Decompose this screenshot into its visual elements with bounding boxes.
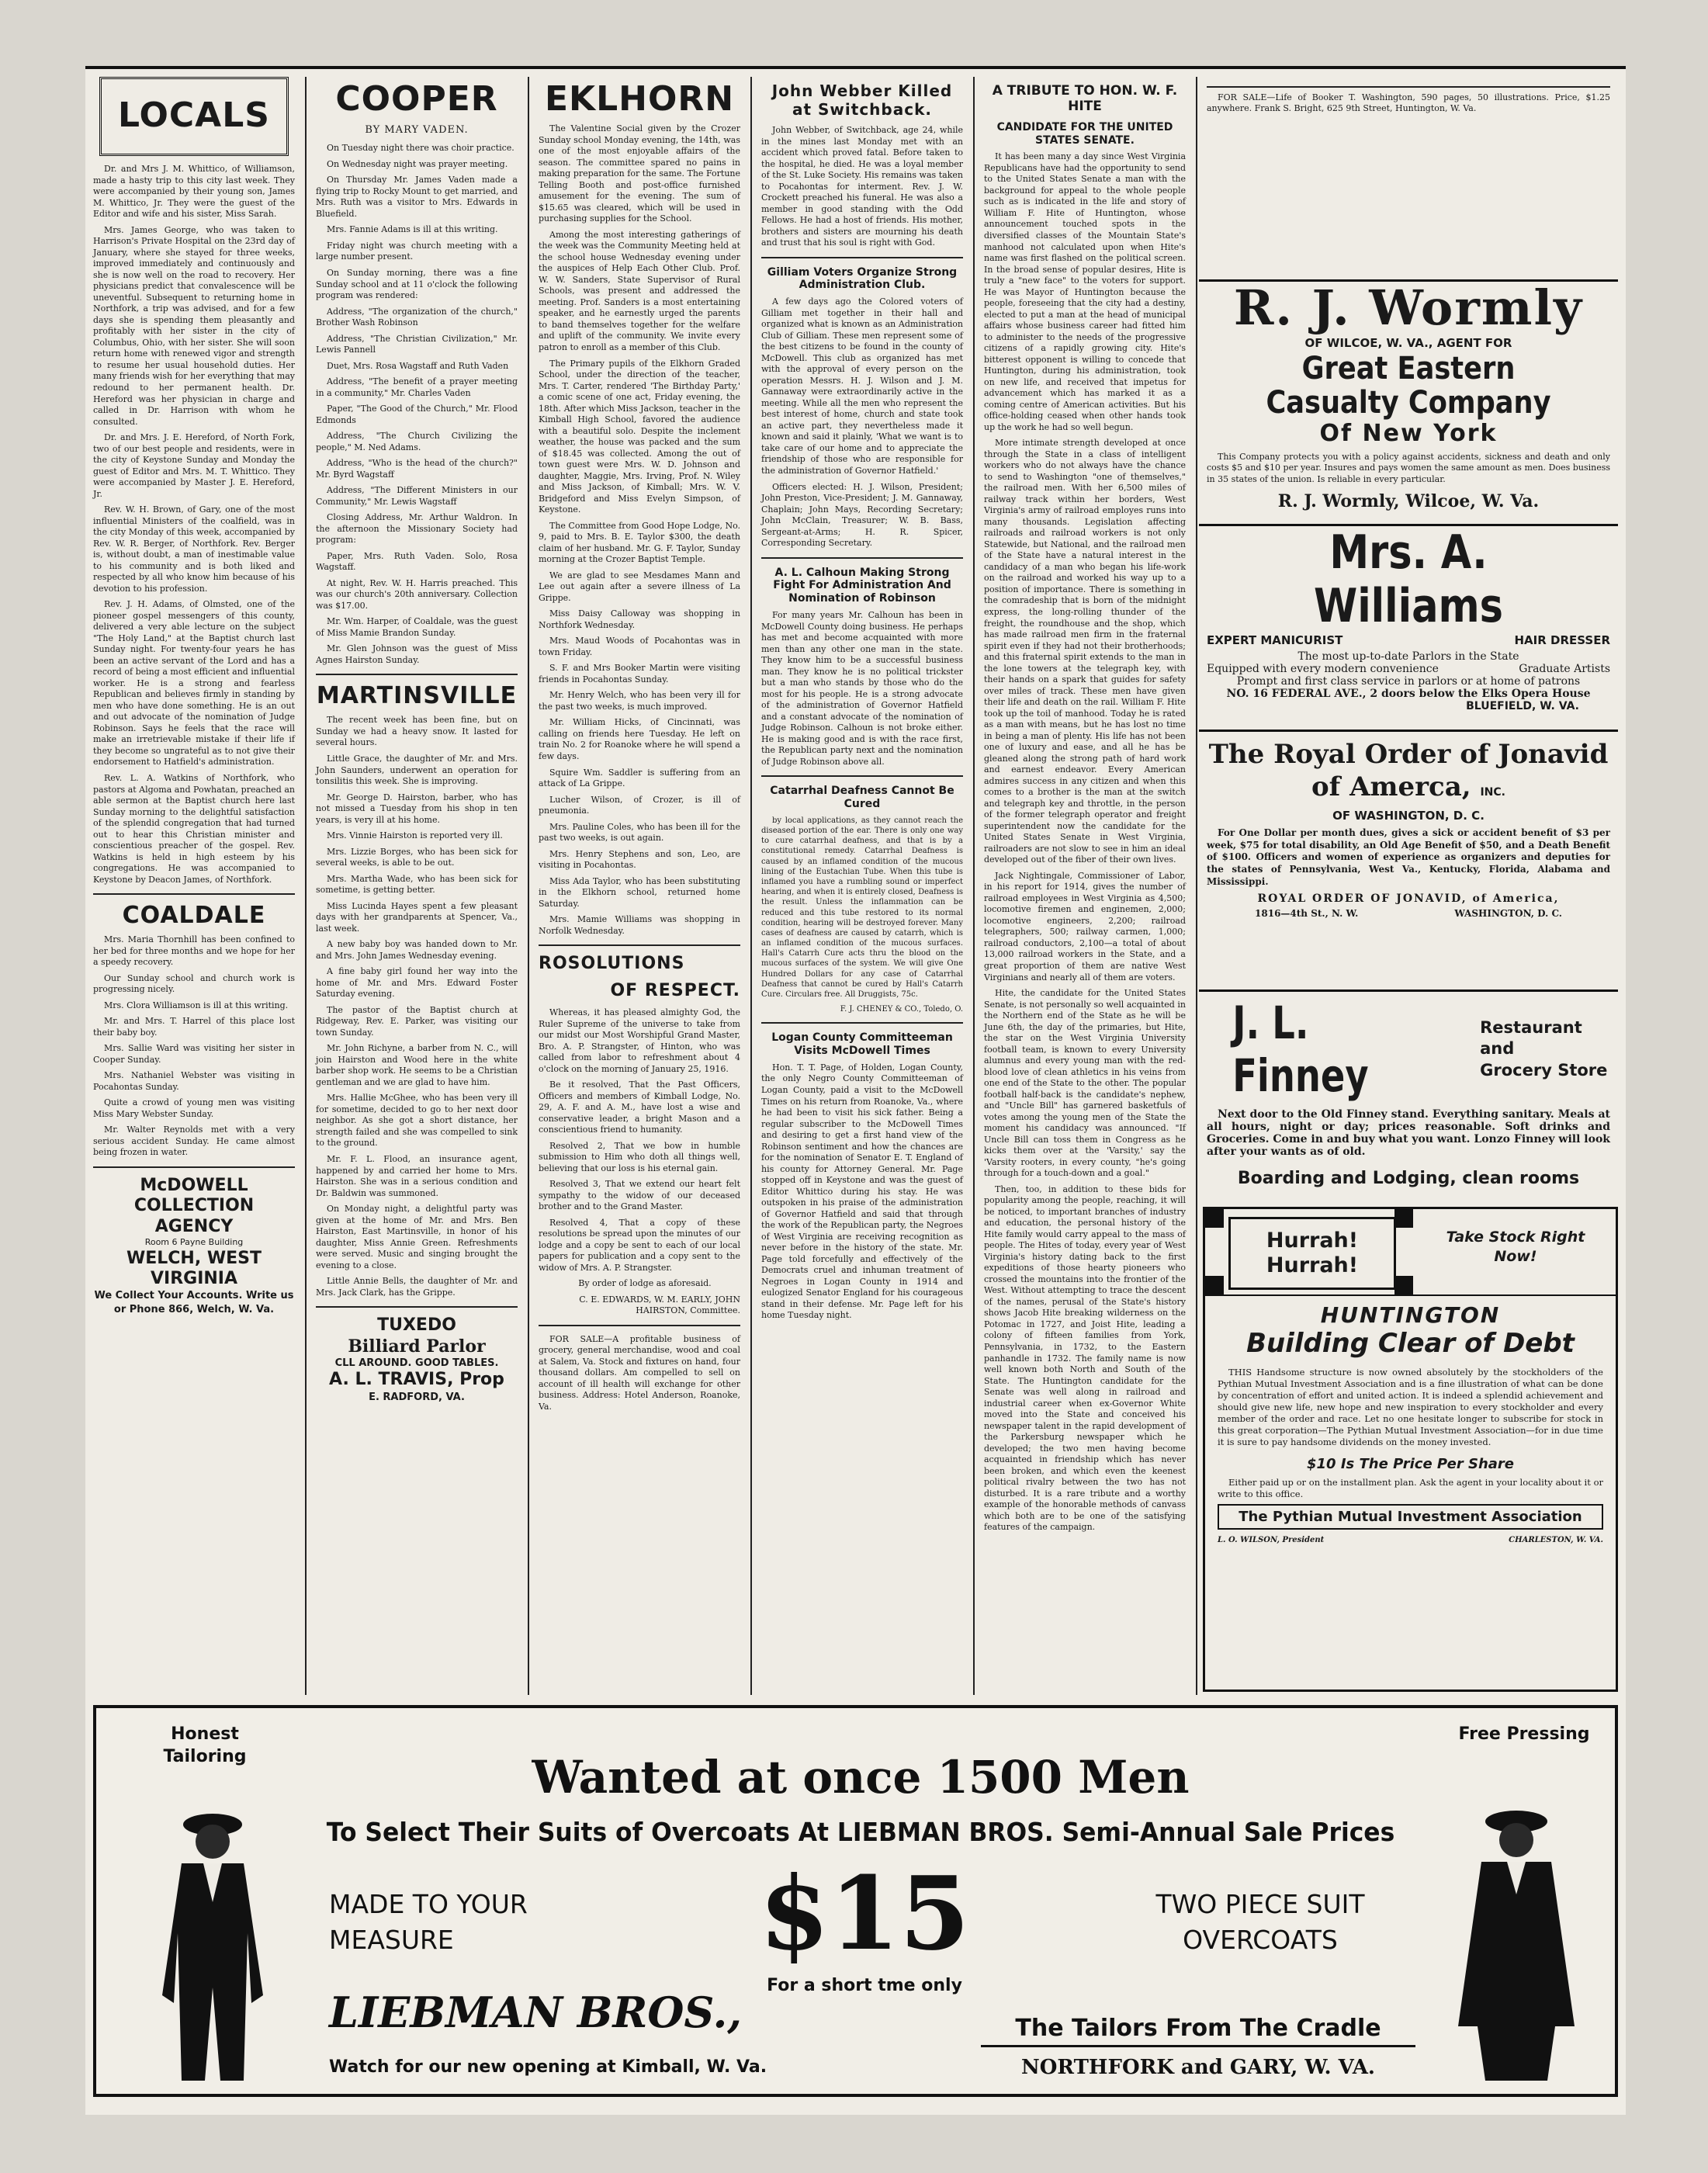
wormly-city: Of New York <box>1319 420 1498 448</box>
martinsville-paragraph: A fine baby girl found her way into the home of Mr. and Mrs. Edward Foster Saturday evening. <box>316 966 518 1000</box>
cooper-paragraph: Mr. Wm. Harper, of Coaldale, was the guest of Miss Mamie Brandon Sunday. <box>316 616 518 638</box>
locals-body <box>93 164 295 885</box>
pythian-body <box>1205 1302 1616 1544</box>
select-line: To Select Their Suits of Overcoats At LIEBMAN BROS. Semi-Annual Sale Prices <box>326 1817 1395 1847</box>
eklhorn-paragraph: Mrs. Mamie Williams was shopping in Norfolk Wednesday. <box>539 914 740 936</box>
forsale-notice: FOR SALE—A profitable business of grocery, general merchandise, wood and coal at Salem, Va. Stock and fixtures on hand, four thousand dollars. Am compelled to sell on account of ill health will exchange for other business. Address: Hotel Anderson, Roanoke, Va. <box>539 1333 740 1412</box>
cooper-paragraph: Mr. Glen Johnson was the guest of Miss Agnes Hairston Sunday. <box>316 643 518 665</box>
tuxedo-billiard-ad <box>316 1315 518 1403</box>
gilliam-paragraph: Officers elected: H. J. Wilson, President; John Preston, Vice-President; J. M. Gannaway, Chaplain; John Mays, Recording Secretary; John McClain, Treasurer; W. B. Bass, Sergeant-at-Arms; H. R. Spicer, Corresponding Secretary. <box>761 481 963 549</box>
cooper-paragraph: Address, "Who is the head of the church?" Mr. Byrd Wagstaff <box>316 458 518 480</box>
martinsville-paragraph: On Monday night, a delightful party was given at the home of Mr. and Mrs. Ben Hairston, East Martinsville, in honor of his daughter, Miss Annie Green. Refreshments were served. Music and singing brought the evening to a close. <box>316 1204 518 1270</box>
two-line-1: TWO PIECE SUIT <box>1155 1889 1365 1919</box>
williams-line: Equipped with every modern convenience <box>1207 663 1439 675</box>
divider <box>761 557 963 559</box>
eklhorn-paragraph: Miss Daisy Calloway was shopping in Northfork Wednesday. <box>539 608 740 630</box>
gilliam-title: Gilliam Voters Organize Strong Administration Club. <box>767 265 958 292</box>
eklhorn-paragraph: The Primary pupils of the Elkhorn Graded School, under the direction of the teacher, Mrs. T. Carter, rendered 'The Birthday Party,' a comic scene of one act, Friday evening, the 18th. After which Miss Jackson, teacher in the Kimball High School, favored the audience with a beautiful solo. Despite the inclement weather, the house was packed and the sum of $18.45 was collected. Among the out of town guest were Mrs. W. D. Johnson and daughter, Maggie, Mrs. Irving, Prof. N. Wiley and Miss Jackson, of Kimball; Mrs. W. V. Bridgeford and Miss Evelyn Simpson, of Keystone. <box>539 358 740 515</box>
divider <box>761 1022 963 1024</box>
liebman-name: LIEBMAN BROS., <box>329 1988 743 2037</box>
column-5 <box>976 77 1194 1696</box>
coaldale-paragraph: Mrs. Maria Thornhill has been confined to her bed for three months and we hope for her a speedy recovery. <box>93 934 295 968</box>
column-rule <box>973 77 975 1695</box>
locals-paragraph: Rev. J. H. Adams, of Olmsted, one of the pioneer gospel messengers of this county, delivered a very able lecture on the subject "The Holy Land," at the Baptist church last Sunday night. For twenty-four years he has been an active servant of the Lord and has a record of being a most efficient and influential worker. He is a strong and fearless Republican and believes firmly in standing by men who have done something. He is an out and out advocate of the nomination of Judge Robinson. Says he feels that the race will make an irretrievable mistake if their life if they become so ungrateful as to not give their endorsement to Hatfield's administration. <box>93 599 295 768</box>
resolutions-title: ROSOLUTIONS <box>539 954 685 974</box>
martinsville-paragraph: Mrs. Vinnie Hairston is reported very ill. <box>327 830 503 841</box>
honest-tailoring: Honest Tailoring <box>163 1724 247 1766</box>
pythian-take-stock: Take Stock Right Now! <box>1446 1229 1585 1265</box>
locals-heading-box <box>99 77 289 156</box>
divider <box>761 257 963 258</box>
pythian-ad <box>1203 1207 1618 1692</box>
catarrh-sign: F. J. CHENEY & CO., Toledo, O. <box>840 1005 963 1014</box>
resolutions-paragraph: Whereas, it has pleased almighty God, the Ruler Supreme of the universe to take from our midst our Most Worshipful Grand Master, Bro. A. P. Strangster, of Hinton, who was called from labor to refreshment about 4 o'clock on the morning of January 25, 1916. <box>539 1007 740 1074</box>
pythian-banner <box>1205 1209 1616 1296</box>
eklhorn-paragraph: Mrs. Maud Woods of Pocahontas was in town Friday. <box>539 636 740 657</box>
divider <box>93 1166 295 1168</box>
finney-name: J. L. Finney <box>1232 996 1369 1102</box>
cooper-paragraph: Address, "The Christian Civilization," Mr. Lewis Pannell <box>316 333 518 355</box>
pythian-headline: Building Clear of Debt <box>1246 1328 1575 1359</box>
ad-line: Billiard Parlor <box>348 1336 486 1357</box>
finney-type-1: Restaurant and <box>1480 1018 1582 1059</box>
cooper-paragraph: Address, "The Church Civilizing the people," M. Ned Adams. <box>316 431 518 452</box>
jonavid-addr: 1816—4th St., N. W. <box>1255 908 1359 920</box>
corner-ornament <box>1394 1209 1413 1228</box>
column-2 <box>308 77 525 1696</box>
mcdowell-collection-ad <box>93 1176 295 1316</box>
hite-paragraph: It has been many a day since West Virginia Republicans have had the opportunity to send to the United States Senate a man with the background for appeal to the whole people such as is indicated in the life and story of William F. Hite of Huntington, whose announcement touched spots in the diversified classes of the Mountain State's manhood not calculated upon when Hite's name was first flashed on the political screen. In the broad sense of popular desires, Hite is truly a "new face" to the voters for support. He was Mayor of Huntington because the people, foreseeing that the city had a destiny, elected to put a man at the head of municipal affairs whose business career had fitted him to administer to the needs of the progressive citizens of a rapidly growing city. Hite's bitterest opponent is willing to concede that Huntington, during his administration, took on new life, and received that impetus for advancement which has marked it as a coming centre of American activities. But his office-holding ceased when other hands took up the work he had so well begun. <box>984 151 1186 432</box>
pythian-price: $10 Is The Price Per Share <box>1307 1455 1514 1472</box>
williams-ad <box>1199 524 1618 712</box>
free-pressing: Free Pressing <box>1458 1724 1590 1744</box>
ad-line: We Collect Your Accounts. Write us or Phone 866, Welch, W. Va. <box>94 1290 294 1315</box>
coaldale-paragraph: Mrs. Nathaniel Webster was visiting in Pocahontas Sunday. <box>93 1070 295 1092</box>
coaldale-paragraph: Our Sunday school and church work is progressing nicely. <box>93 972 295 995</box>
martinsville-paragraph: Miss Lucinda Hayes spent a few pleasant days with her grandparents at Spencer, Va., last week. <box>316 900 518 934</box>
ad-line: CLL AROUND. GOOD TABLES. <box>334 1357 499 1369</box>
cooper-paragraph: Friday night was church meeting with a large number present. <box>316 240 518 262</box>
column-rule <box>1196 77 1197 1695</box>
cooper-paragraph: At night, Rev. W. H. Harris preached. This was our church's 20th anniversary. Collection was $17.00. <box>316 577 518 611</box>
williams-name: Mrs. A. Williams <box>1313 525 1504 633</box>
pythian-place: CHARLESTON, W. VA. <box>1509 1536 1603 1545</box>
webber-title: John Webber Killed at Switchback. <box>771 81 953 119</box>
coaldale-title: COALDALE <box>122 902 266 930</box>
cooper-paragraph: Mrs. Fannie Adams is ill at this writing. <box>327 224 498 235</box>
pythian-president: L. O. WILSON, President <box>1218 1536 1325 1545</box>
hite-paragraph: Hite, the candidate for the United States Senate, is not personally so well acquainted in the Northern end of the State as he will be June 6th, the day of the primaries, but Hite, the star on the West Virginia University football team, is known to every University alumnus and every young man with the red-blood love of clean athletics in his veins from one end of the State to the other. The popular football half-back is the candidate's nephew, and "Uncle Bill" has garnered basketfuls of votes among the young men of the State the moment his candidacy was announced. "If Uncle Bill can toss them in Congress as he kicks them over at the 'Varsity,' say the 'Varsity rooters, in every county, "he's going through for a touch-down and a goal." <box>984 988 1186 1179</box>
eklhorn-paragraph: Squire Wm. Saddler is suffering from an attack of La Grippe. <box>539 767 740 789</box>
calhoun-paragraph: For many years Mr. Calhoun has been in McDowell County doing business. He perhaps has met and become acquainted with more men than any other one man in the state. They know him to be a successful business man. They know he is no political trickster but a man who stands by those who do the most for his people. He is a strong advocate of the administration of Governor Hatfield and a constant advocate of the nomination of Judge Robinson. Calhoun is not broke either. He is making good and is with the race first, the Republican party next and the nomination of Judge Robinson above all. <box>761 610 963 767</box>
locals-paragraph: Rev. L. A. Watkins of Northfork, who pastors at Algoma and Powhatan, preached an able sermon at the Baptist church here last Sunday morning to the delightful satisfaction of the splendid congregation that had turned out to hear this Christian minister and conscientious preacher of the gospel. Rev. Watkins is held in high esteem by his congregations. He was accompanied to Keystone by Deacon James, of Northfork. <box>93 773 295 885</box>
pythian-footer <box>1218 1536 1603 1544</box>
finney-desc: Next door to the Old Finney stand. Everything sanitary. Meals at all hours, night or day; prices reasonable. Soft drinks and Groceries. Come in and buy what you want. Lonzo Finney will look after your wants as of old. <box>1207 1108 1610 1158</box>
ad-line: WELCH, WEST VIRGINIA <box>126 1248 262 1288</box>
finney-type <box>1480 1017 1610 1081</box>
corner-ornament <box>1205 1209 1224 1228</box>
wormly-ad <box>1199 279 1618 516</box>
cooper-paragraph: Address, "The benefit of a prayer meeting in a community," Mr. Charles Vaden <box>316 376 518 398</box>
pythian-hurrah: Hurrah! Hurrah! <box>1228 1217 1396 1290</box>
jonavid-line2: of Amerca, <box>1311 771 1471 802</box>
jonavid-desc: For One Dollar per month dues, gives a sick or accident benefit of $3 per week, $75 for total disability, an Old Age Benefit of $50, and a Death Benefit of $100. Officers and women of experience as organizers and deputies for the states of Pennsylvania, West Va., Kentucky, Florida, Alabama and Mississippi. <box>1207 827 1610 887</box>
man-figure-right <box>1431 1794 1602 2088</box>
resolutions-paragraph: Resolved 3, That we extend our heart felt sympathy to the widow of our deceased brother and to the Grand Master. <box>539 1179 740 1212</box>
williams-left: EXPERT MANICURIST <box>1207 633 1343 647</box>
eklhorn-paragraph: Mr. William Hicks, of Cincinnati, was calling on friends here Tuesday. He left on train No. 2 for Roanoke where he will spend a few days. <box>539 717 740 761</box>
catarrh-title: Catarrhal Deafness Cannot Be Cured <box>770 785 954 811</box>
pythian-name: The Pythian Mutual Investment Association <box>1218 1504 1603 1530</box>
finney-ad <box>1199 989 1618 1194</box>
resolutions-paragraph: Resolved 2, That we bow in humble submission to Him who doth all things well, believing that our loss is his eternal gain. <box>539 1140 740 1173</box>
cooper-title: COOPER <box>335 79 498 119</box>
eklhorn-title: EKLHORN <box>544 79 735 119</box>
divider <box>539 1325 740 1326</box>
wormly-sign: R. J. Wormly, Wilcoe, W. Va. <box>1277 491 1540 512</box>
eklhorn-paragraph: S. F. and Mrs Booker Martin were visiting friends in Pocahontas Sunday. <box>539 663 740 684</box>
williams-city: BLUEFIELD, W. VA. <box>1466 700 1579 712</box>
cooper-paragraph: Address, "The Different Ministers in our Community," Mr. Lewis Wagstaff <box>316 485 518 507</box>
hite-subtitle: CANDIDATE FOR THE UNITED STATES SENATE. <box>996 120 1173 147</box>
jonavid-inc: INC. <box>1480 785 1505 799</box>
watch-opening: Watch for our new opening at Kimball, W. Va. <box>329 2057 767 2077</box>
eklhorn-paragraph: Lucher Wilson, of Crozer, is ill of pneumonia. <box>539 794 740 816</box>
jonavid-washington: WASHINGTON, D. C. <box>1454 908 1562 920</box>
martinsville-paragraph: Little Annie Bells, the daughter of Mr. and Mrs. Jack Clark, has the Grippe. <box>316 1276 518 1298</box>
williams-line: The most up-to-date Parlors in the State <box>1297 650 1519 663</box>
corner-ornament <box>1394 1276 1413 1294</box>
cooper-paragraph: Paper, "The Good of the Church," Mr. Flood Edmonds <box>316 404 518 425</box>
corner-ornament <box>1205 1276 1224 1294</box>
resolutions-signature: C. E. EDWARDS, W. M. EARLY, JOHN HAIRSTON, Committee. <box>579 1294 740 1316</box>
finney-header <box>1207 996 1610 1102</box>
williams-line: NO. 16 FEDERAL AVE., 2 doors below the Elks Opera House <box>1226 688 1591 700</box>
williams-line: Graduate Artists <box>1519 663 1610 675</box>
martinsville-paragraph: Mrs. Lizzie Borges, who has been sick for several weeks, is able to be out. <box>316 846 518 868</box>
cooper-paragraph: Closing Address, Mr. Arthur Waldron. In the afternoon the Missionary Society had program: <box>316 512 518 546</box>
williams-line-row <box>1207 663 1610 675</box>
made-line-2: MEASURE <box>329 1925 454 1956</box>
williams-line: Prompt and first class service in parlors or at home of patrons <box>1236 675 1581 688</box>
ad-line: A. L. TRAVIS, Prop <box>329 1370 504 1390</box>
coaldale-paragraph: Quite a crowd of young men was visiting Miss Mary Webster Sunday. <box>93 1097 295 1119</box>
tailors-cradle: The Tailors From The Cradle <box>981 2015 1415 2047</box>
martinsville-paragraph: The pastor of the Baptist church at Ridgeway, Rev. E. Parker, was visiting our town Sunday. <box>316 1004 518 1038</box>
coaldale-paragraph: Mrs. Clora Williamson is ill at this writing. <box>104 1000 289 1010</box>
jonavid-line1: The Royal Order of Jonavid <box>1208 739 1609 770</box>
ad-line: McDOWELL <box>140 1175 248 1195</box>
calhoun-title: A. L. Calhoun Making Strong Fight For Administration And Nomination of Robinson <box>773 566 951 605</box>
coaldale-paragraph: Mr. and Mrs. T. Harrel of this place lost their baby boy. <box>93 1016 295 1038</box>
jonavid-line2-row <box>1207 771 1610 803</box>
logan-paragraph: Hon. T. T. Page, of Holden, Logan County, the only Negro County Committeeman of Logan County, paid a visit to the McDowell Times on his return from Roanoke, Va., where he had been to visit his sick father. Being a regular subscriber to the McDowell Times and desiring to get a first hand view of the Robinson sentiment and how the chances are for the nomination of Senator E. T. England of his county for Attorney General. Mr. Page stopped off in Keystone and was the guest of Editor Whittico during his stay. He was outspoken in his praise of the administration of Governor Hatfield and said that through the work of the Republican party, the Negroes of West Virginia are receiving recognition as never before in the history of the state. Mr. Page told forcefully and effectively of the Democrats cruel and inhuman treatment of Negroes in Logan County in 1914 and eulogized Senator England for his courageous stand in their defense. Mr. Page left for his home Tuesday night. <box>761 1062 963 1321</box>
pythian-desc: THIS Handsome structure is now owned absolutely by the stockholders of the Pythian Mutual Investment Association and is a fine illustration of what can be done by concentration of effort and united action. It is indeed a splendid achievement and should give new life, new hope and new inspiration to every stockholder and every member of the order and race. Let no one hesitate longer to subscribe for stock in this great corporation—The Pythian Mutual Investment Association—for in due time it is sure to pay handsome dividends on the money invested. <box>1218 1367 1603 1447</box>
catarrh-text: by local applications, as they cannot reach the diseased portion of the ear. There is only one way to cure catarrhal deafness, and that is by a constitutional remedy. Catarrhal Deafness is caused by an inflamed condition of the mucous lining of the Eustachian Tube. When this tube is inflamed you have a rumbling sound or imperfect hearing, and when it is entirely closed, Deafness is the result. Unless the inflammation can be reduced and this tube restored to its normal condition, hearing will be destroyed forever. Many cases of deafness are caused by catarrh, which is an inflamed condition of the mucous surfaces. Hall's Catarrh Cure acts thru the blood on the mucous surfaces of the system. We will give One Hundred Dollars for any case of Catarrhal Deafness that cannot be cured by Hall's Catarrh Cure. Circulars free. All Druggists, 75c. <box>761 816 963 999</box>
ad-line: TUXEDO <box>377 1315 456 1336</box>
resolutions-paragraph: Be it resolved, That the Past Officers, Officers and members of Kimball Lodge, No. 29, A. F. and A. M., have lost a wise and conservative leader, a bright Mason and a conscientious friend to humanity. <box>539 1080 740 1135</box>
eklhorn-paragraph: Mr. Henry Welch, who has been very ill for the past two weeks, is much improved. <box>539 690 740 712</box>
wormly-desc: This Company protects you with a policy against accidents, sickness and death and only costs $5 and $10 per year. Insures and pays women the same amount as men. Does business in 35 states of the union. Is reliable in every particular. <box>1207 452 1610 484</box>
webber-paragraph: John Webber, of Switchback, age 24, while in the mines last Monday met with an accident which proved fatal. Before taken to the hospital, he died. He was a loyal member of the St. Luke Society. His remains was taken to Pocahontas for interment. Rev. J. W. Crockett preached his funeral. He was also a member in good standing with the Odd Fellows. He had a host of friends. His mother, brothers and sisters are mourning his death and trust that his soul is right with God. <box>761 125 963 248</box>
williams-right: HAIR DRESSER <box>1514 633 1610 647</box>
martinsville-paragraph: A new baby boy was handed down to Mr. and Mrs. John James Wednesday evening. <box>316 939 518 961</box>
martinsville-paragraph: Mrs. Martha Wade, who has been sick for sometime, is getting better. <box>316 873 518 896</box>
coaldale-paragraph: Mrs. Sallie Ward was visiting her sister in Cooper Sunday. <box>93 1043 295 1065</box>
newspaper-page <box>85 66 1626 2115</box>
short-time: For a short tme only <box>767 1976 962 1995</box>
resolutions-title-2: OF RESPECT. <box>610 980 740 1000</box>
pythian-note: Either paid up or on the installment plan. Ask the agent in your locality about it or write to this office. <box>1218 1476 1603 1499</box>
two-line-2: OVERCOATS <box>1183 1925 1338 1956</box>
gilliam-paragraph: A few days ago the Colored voters of Gilliam met together in their hall and organized what is known as an Administration Club of Gilliam. These men represent some of the best citizens to be found in the county of McDowell. This club as organized has met with the approval of every person on the operation Messrs. H. J. Wilson and J. M. Gannaway were extraordinarily active in the meeting. While all the men who represent the best interest of home, church and state took an active part, they nevertheless made it known and said it plainly, 'What we want is to take care of our home and to appreciate the friendship of those who are responsible for the administration of Governor Hatfield.' <box>761 296 963 476</box>
column-rule <box>305 77 307 1695</box>
eklhorn-paragraph: Among the most interesting gatherings of the week was the Community Meeting held at the school house Wednesday evening under the auspices of Help Each Other Club. Prof. W. W. Sanders, State Supervisor of Rural Schools, was present and addressed the meeting. Prof. Sanders is a most entertaining speaker, and he earnestly urged the parents to band themselves together for the welfare and uplift of the community. We invite every patron to enroll as a member of this Club. <box>539 229 740 352</box>
cooper-paragraph: Paper, Mrs. Ruth Vaden. Solo, Rosa Wagstaff. <box>316 550 518 573</box>
made-to-measure <box>329 1887 624 1958</box>
divider <box>539 944 740 946</box>
locals-paragraph: Rev. W. H. Brown, of Gary, one of the most influential Ministers of the coalfield, was in the city Monday of this week, accompanied by Rev. W. R. Berger, of Northfork. Rev. Berger is, without doubt, a man of inestimable value to his community and is both liked and respected by all who know him because of his devotion to his profession. <box>93 504 295 594</box>
hite-paragraph: Jack Nightingale, Commissioner of Labor, in his report for 1914, gives the number of railroad employees in West Virginia as 4,500; locomotive firemen and enginemen, 2,000; locomotive engineers, 2,200; railroad telegraphers, 500; railway carmen, 1,000; railroad conductors, 2,100—a total of about 13,000 railroad workers in the State, and a great proportion of them are native West Virginians and nearly all of them are voters. <box>984 870 1186 983</box>
column-4 <box>754 77 971 1696</box>
ad-line: E. RADFORD, VA. <box>369 1391 465 1403</box>
column-1 <box>85 77 303 1696</box>
divider <box>316 674 518 675</box>
cooper-paragraph: On Thursday Mr. James Vaden made a flying trip to Rocky Mount to get married, and Mrs. Ruth was a visitor to Mrs. Edwards in Bluefield. <box>316 175 518 219</box>
coaldale-paragraph: Mr. Walter Reynolds met with a very serious accident Sunday. He came almost being frozen in water. <box>93 1125 295 1158</box>
wormly-agent: OF WILCOE, W. VA., AGENT FOR <box>1304 336 1512 351</box>
column-rule <box>528 77 529 1695</box>
wormly-company: Great Eastern Casualty Company <box>1266 351 1551 421</box>
eklhorn-paragraph: Mrs. Henry Stephens and son, Leo, are visiting in Pocahontas. <box>539 848 740 871</box>
ad-line: Room 6 Payne Building <box>144 1237 244 1248</box>
hite-paragraph: Then, too, in addition to these bids for popularity among the people, reaching, it will be noticed, to important branches of industry and education, the personal history of the Hite family would carry appeal to the mass of people. The Hites of today, every year of West Virginia's history dating back to the first expeditions of those hearty pioneers who crossed the mountains into the frontier of the West. Without attempting to trace the descent of the names, perusal of the State's history shows Jacob Hite breaking wilderness on the Potomac in 1727, and Joist Hite, leading a colony of fifteen families from York, Pennsylvania, in 1732, to the Eastern panhandle in 1732. The family name is now well known both North and South of the State. The Huntington candidate for the Senate was well along in railroad and industrial career when ex-Governor White moved into the State and conceived his newspaper talent in the rapid development of the Parkersburg newspaper which he developed; the two men having become acquainted in friendship which has never been broken, and which even the keenest political rivalry between the two has not disturbed. It is a rare tribute and a worthy example of the honorable methods of canvass which both are to be one of the satisfying features of the campaign. <box>984 1184 1186 1533</box>
williams-services <box>1207 633 1610 647</box>
cooper-paragraph: Address, "The organization of the church," Brother Wash Robinson <box>316 306 518 328</box>
hite-title: A TRIBUTE TO HON. W. F. HITE <box>992 83 1178 115</box>
column-3 <box>531 77 748 1696</box>
locals-title: LOCALS <box>118 95 270 135</box>
logan-title: Logan County Committeeman Visits McDowell Times <box>771 1031 953 1058</box>
eklhorn-paragraph: Mrs. Pauline Coles, who has been ill for the past two weeks, is out again. <box>539 821 740 844</box>
cooper-paragraph: Duet, Mrs. Rosa Wagstaff and Ruth Vaden <box>327 360 509 371</box>
man-figure-left <box>135 1794 290 2088</box>
martinsville-paragraph: Mrs. Hallie McGhee, who has been very ill for sometime, decided to go to her next door neighbor. As she got a short distance, her strength failed and she was compelled to sink to the ground. <box>316 1093 518 1149</box>
divider <box>761 775 963 777</box>
martinsville-paragraph: Mr. John Richyne, a barber from N. C., will join Hairston and Wood here in the white barber shop work. He seems to be a Christian gentleman and we are glad to have him. <box>316 1043 518 1087</box>
top-rule <box>85 66 1626 69</box>
martinsville-paragraph: The recent week has been fine, but on Sunday we had a heavy snow. It lasted for several hours. <box>316 715 518 748</box>
eklhorn-paragraph: The Valentine Social given by the Crozer Sunday school Monday evening, the 14th, was one of the most enjoyable affairs of the season. The committee spared no pains in making preparation for the same. The Fortune Telling Booth and post-office furnished amusement for the evening. The sum of $15.65 was cleared, which will be used in purchasing supplies for the School. <box>539 123 740 224</box>
locals-paragraph: Dr. and Mrs. J. E. Hereford, of North Fork, two of our best people and residents, were in the city of Keystone Sunday and Monday the guest of Editor and Mrs. M. T. Whittico. They were accompanied by Master J. E. Hereford, Jr. <box>93 432 295 499</box>
price: $15 <box>759 1854 970 1973</box>
hite-forsale: FOR SALE—Life of Booker T. Washington, 590 pages, 50 illustrations. Price, $1.25 anywhere. Frank S. Bright, 625 9th Street, Huntington, W. Va. <box>1207 92 1610 114</box>
resolutions-paragraph: Resolved 4, That a copy of these resolutions be spread upon the minutes of our lodge and a copy be sent to each of our local papers for publication and a copy sent to the widow of Mrs. A. P. Strangster. <box>539 1217 740 1273</box>
towns: NORTHFORK and GARY, W. VA. <box>1021 2056 1375 2079</box>
two-piece <box>1097 1887 1423 1958</box>
jonavid-sign: ROYAL ORDER OF JONAVID, of America, <box>1257 892 1560 906</box>
cooper-byline: BY MARY VADEN. <box>365 124 469 137</box>
martinsville-paragraph: Mr. F. L. Flood, an insurance agent, happened by and carried her home to Mrs. Hairston. She was in a serious condition and Dr. Baldwin was summoned. <box>316 1153 518 1198</box>
divider <box>93 893 295 895</box>
cooper-paragraph: On Sunday morning, there was a fine Sunday school and at 11 o'clock the following program was rendered: <box>316 267 518 301</box>
eklhorn-paragraph: Miss Ada Taylor, who has been substituting in the Elkhorn school, returned home Saturday. <box>539 875 740 909</box>
finney-type-2: Grocery Store <box>1480 1060 1608 1080</box>
eklhorn-paragraph: The Committee from Good Hope Lodge, No. 9, paid to Mrs. B. E. Taylor $300, the death claim of her husband. Mr. G. F. Taylor, Sunday morning at the Crozer Baptist Temple. <box>539 520 740 565</box>
cooper-paragraph: On Wednesday night was prayer meeting. <box>327 158 508 169</box>
wanted-headline: Wanted at once 1500 Men <box>532 1751 1190 1804</box>
jonavid-city: OF WASHINGTON, D. C. <box>1332 809 1485 823</box>
column-rule <box>750 77 752 1695</box>
cooper-paragraph: On Tuesday night there was choir practice. <box>327 143 514 154</box>
jonavid-ad <box>1199 730 1618 919</box>
hite-paragraph: More intimate strength developed at once through the State in a class of intelligent workers who do not always have the chance to send to Washington "one of themselves," the railroad men. With her 6,500 miles of railway track within her borders, West Virginia's army of railroad employes runs into many thousands. Legislation affecting railroads and railroad workers is not only Statewide, but National, and the railroad men of the State have a natural interest in the candidacy of a man who began his life-work on the railroad and worked his way up to a position of importance. There is something in the comradeship that is born of the midnight express, the long-rolling thunder of the freight, the roundhouse and the shop, which has made railroad men firm in the fraternal spirit even if they had not their brotherhoods; and this fraternal spirit extends to the man in the lone towers at the telegraph key, with their hands on a spark that guides for safety over miles of track. These men have given their life and death on the rail. William F. Hite took up the toil of manhood. Today he is rated as a man with means, but he has lost no time in being a man of plenty. His life has not been one of luxury and ease, and all he has be gleaned along the strong path of hard work and earnest endeavor. Every American admires success in any citizen and when this comes to a brother is the man at the switch and telegraph key and throttle, in the person of the former telegraph operator and freight superintendent now the candidate for the United States Senate in West Virginia, railroaders are not slow to see in him an ideal developed out of the fiber of their own lives. <box>984 438 1186 865</box>
locals-paragraph: Dr. and Mrs J. M. Whittico, of Williamson, made a hasty trip to this city last week. They were accompanied by their young son, James M. Whittico, Jr. They were the guest of the Editor and wife and his sister, Miss Sarah. <box>93 164 295 220</box>
resolutions-paragraph: By order of lodge as aforesaid. <box>578 1278 712 1289</box>
hite-continuation <box>1199 77 1618 279</box>
locals-paragraph: Mrs. James George, who was taken to Harrison's Private Hospital on the 23rd day of January, where she stayed for three weeks, improved immediately and continuously and she is now well on the road to recovery. Her physicians predict that convalescence will be uneventful. Subsequent to returning home in Northfork, a trip was advised, and for a few days she is spending them pleasantly and profitably with her sister in the city of Columbus, Ohio, with her sister. She will soon return home with renewed vigor and strength to resume her usual household duties. Her many friends wish for her everything that may redound to her permanent health. Dr. Hereford was her physician in charge and called in Dr. Harrison with whom he consulted. <box>93 224 295 427</box>
martinsville-paragraph: Mr. George D. Hairston, barber, who has not missed a Tuesday from his shop in ten years, is very ill at his home. <box>316 792 518 825</box>
jonavid-address-row <box>1207 908 1610 919</box>
ad-line: COLLECTION AGENCY <box>133 1196 255 1236</box>
martinsville-title: MARTINSVILLE <box>316 682 518 710</box>
divider <box>1207 86 1610 88</box>
eklhorn-paragraph: We are glad to see Mesdames Mann and Lee out again after a severe illness of La Grippe. <box>539 570 740 603</box>
pythian-city: HUNTINGTON <box>1320 1302 1501 1328</box>
finney-footer: Boarding and Lodging, clean rooms <box>1237 1169 1580 1188</box>
made-line-1: MADE TO YOUR <box>329 1889 528 1919</box>
wormly-name: R. J. Wormly <box>1233 279 1584 336</box>
martinsville-paragraph: Little Grace, the daughter of Mr. and Mrs. John Saunders, underwent an operation for tonsilitis this week. She is improving. <box>316 754 518 787</box>
divider <box>316 1306 518 1308</box>
liebman-bros-ad <box>93 1705 1618 2097</box>
